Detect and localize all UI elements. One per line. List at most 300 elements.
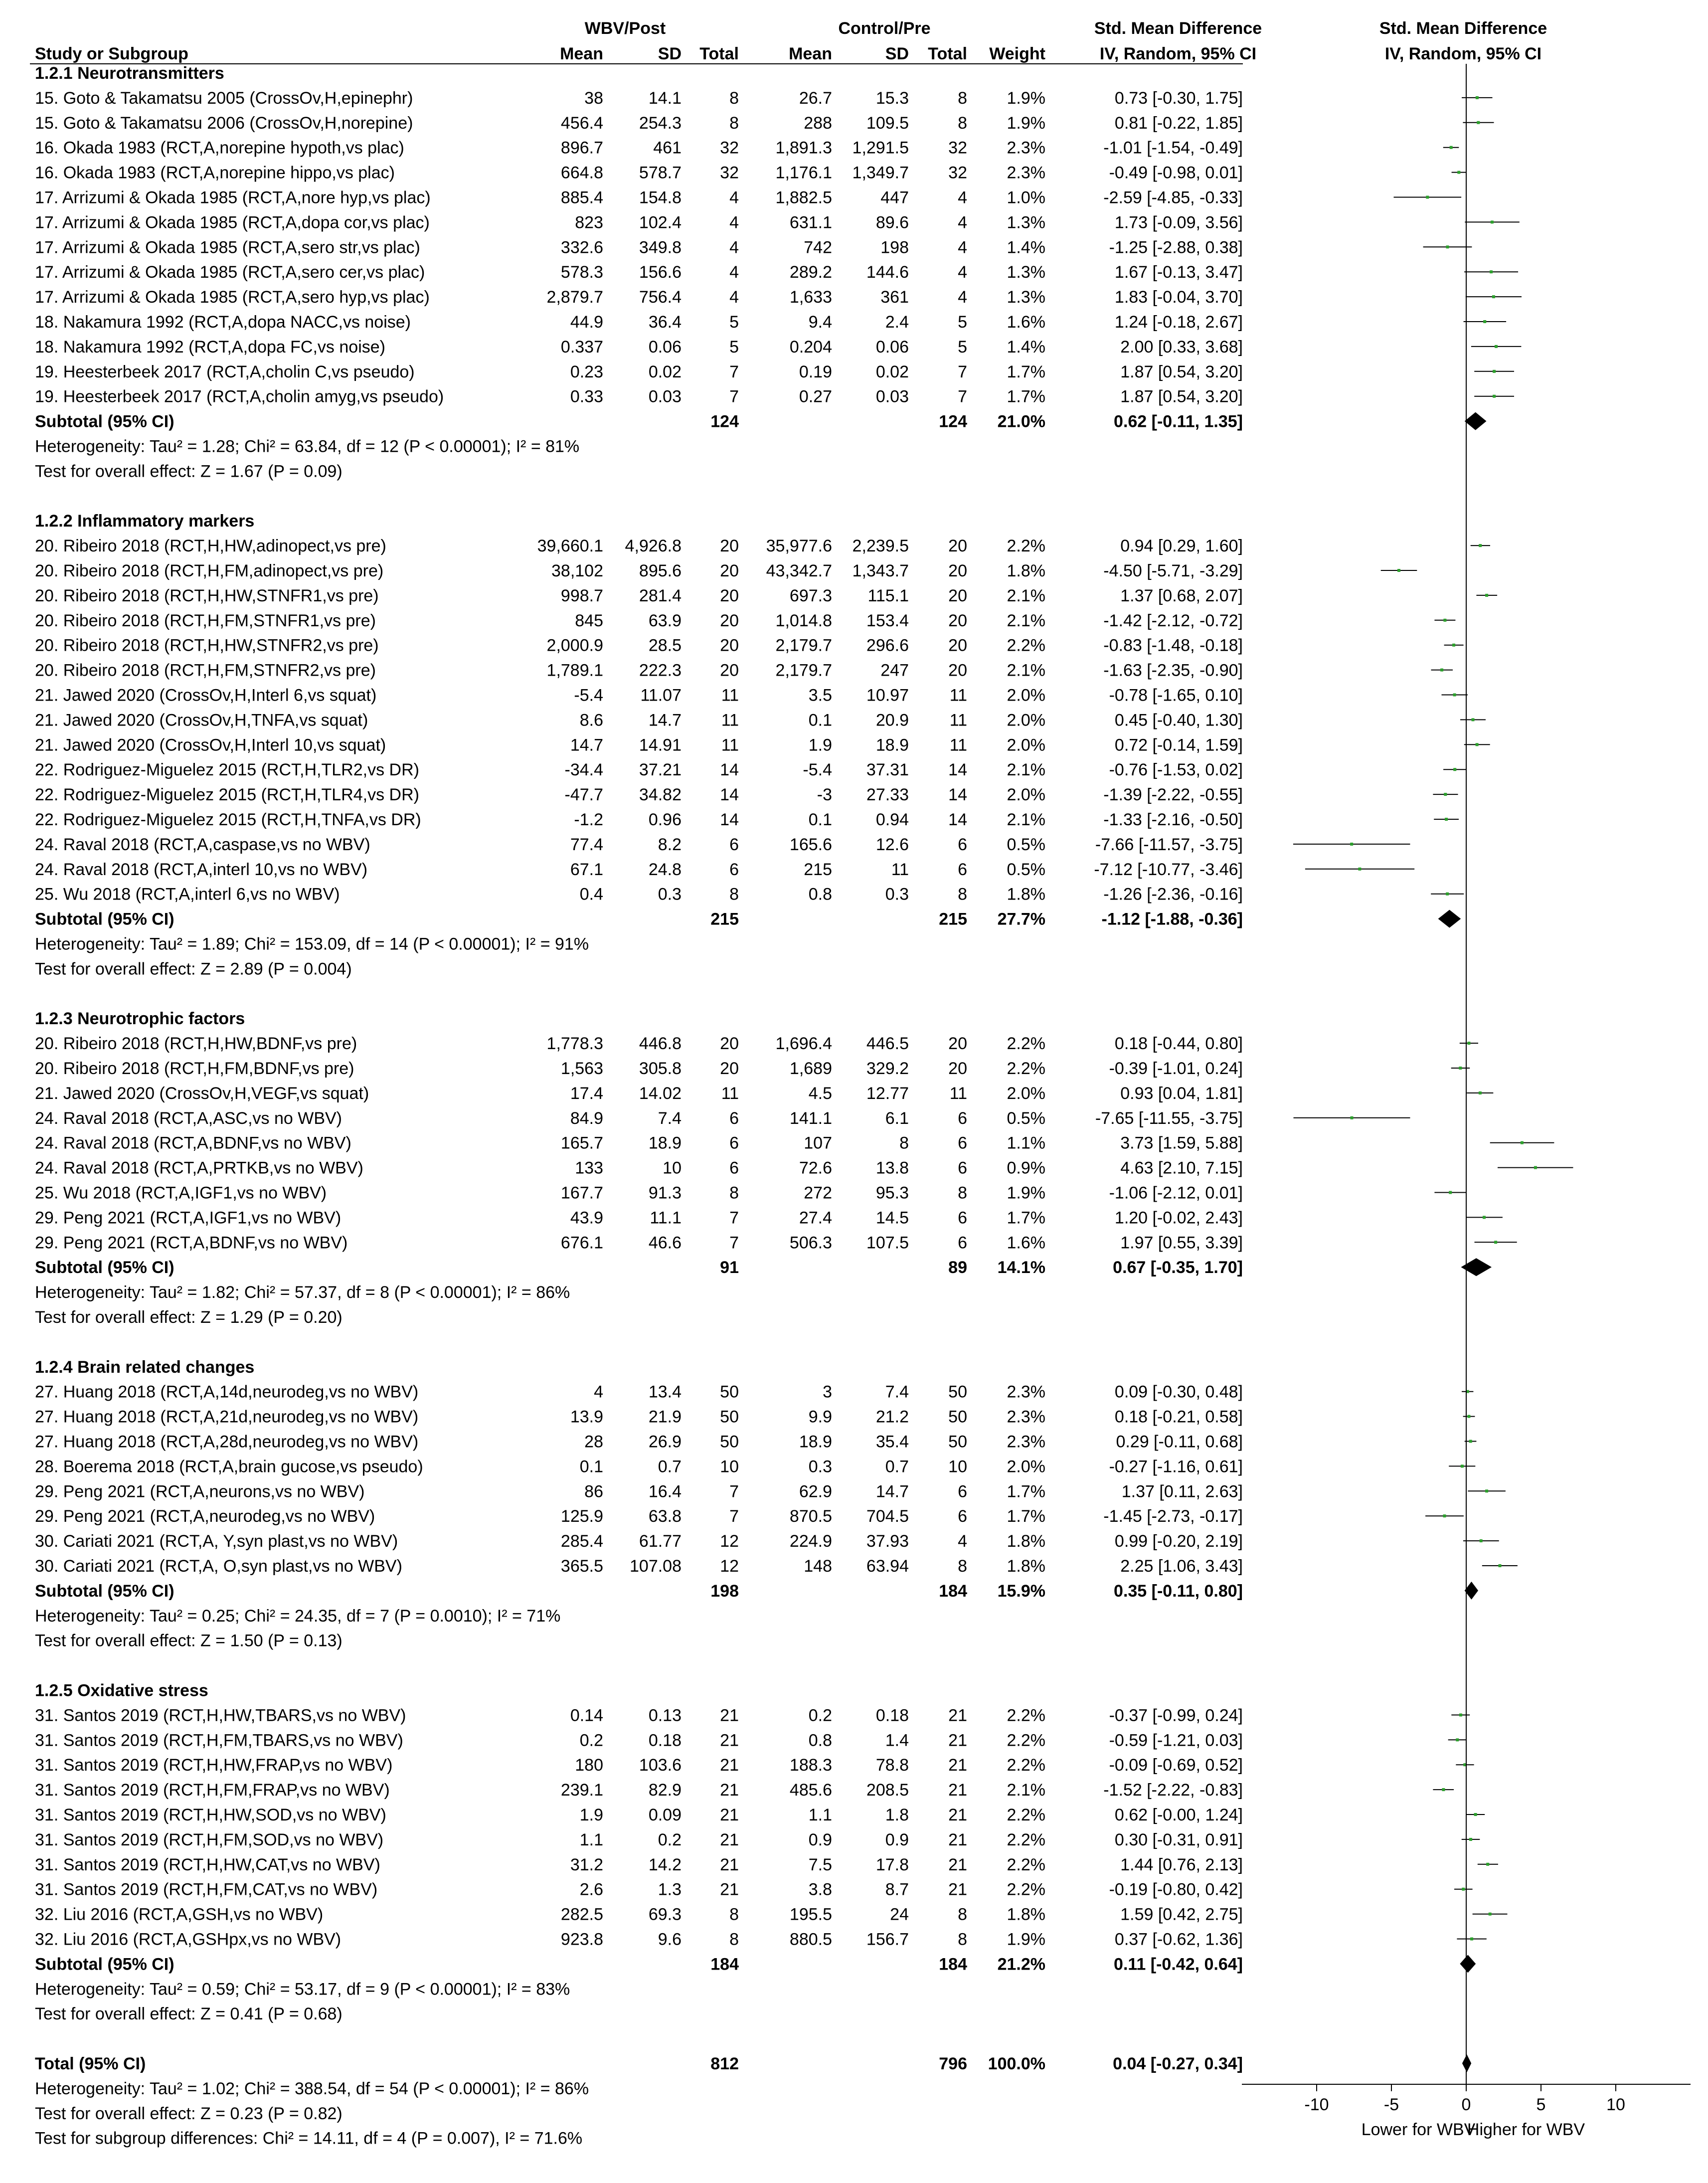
study-ci-text: -1.01 [-1.54, -0.49] [1103,138,1243,158]
study-mean-wbv: 282.5 [560,1905,603,1924]
study-ci-text: 0.72 [-0.14, 1.59] [1114,735,1243,755]
study-name: 31. Santos 2019 (RCT,H,FM,FRAP,vs no WBV) [35,1781,390,1800]
study-total-wbv: 21 [720,1756,739,1775]
study-ci-text: 1.20 [-0.02, 2.43] [1114,1208,1243,1228]
study-mean-wbv: 896.7 [560,138,603,158]
study-ci-text: -1.42 [-2.12, -0.72] [1103,611,1243,630]
study-sd-control: 144.6 [866,263,909,282]
study-weight: 1.7% [1007,362,1045,381]
study-name: 22. Rodriguez-Miguelez 2015 (RCT,H,TLR4,vs DR) [35,785,419,805]
study-point-marker [1494,1241,1497,1244]
study-sd-wbv: 9.6 [658,1930,682,1949]
subtotal-weight: 21.0% [997,412,1045,431]
study-total-control: 11 [949,735,967,755]
subtotal-diamond [1438,910,1461,928]
study-sd-control: 95.3 [875,1183,909,1203]
study-name: 20. Ribeiro 2018 (RCT,H,HW,STNFR1,vs pre) [35,586,379,605]
subtotal-total-control: 184 [939,1581,967,1601]
study-weight: 1.6% [1007,1233,1045,1253]
study-mean-wbv: 0.23 [570,362,603,381]
study-weight: 1.7% [1007,1507,1045,1526]
study-name: 27. Huang 2018 (RCT,A,14d,neurodeg,vs no WBV) [35,1382,419,1402]
study-weight: 1.1% [1007,1133,1045,1153]
study-mean-wbv: 0.1 [579,1457,603,1476]
study-name: 20. Ribeiro 2018 (RCT,H,HW,adinopect,vs pre) [35,537,386,556]
study-weight: 2.2% [1007,1855,1045,1874]
study-mean-wbv: -1.2 [574,810,603,829]
study-total-control: 11 [949,1084,967,1103]
study-mean-wbv: 365.5 [560,1557,603,1576]
study-total-control: 14 [948,760,967,780]
study-total-wbv: 32 [720,163,739,182]
study-weight: 1.8% [1007,561,1045,580]
study-sd-wbv: 82.9 [648,1781,682,1800]
study-mean-wbv: 38,102 [551,561,603,580]
study-sd-wbv: 0.18 [648,1731,682,1750]
study-total-wbv: 6 [729,1133,739,1153]
study-total-control: 32 [948,138,967,158]
study-weight: 1.3% [1007,288,1045,307]
study-sd-control: 14.7 [875,1482,909,1501]
total-weight: 100.0% [988,2054,1045,2073]
footer-statistic: Heterogeneity: Tau² = 1.02; Chi² = 388.54, df = 54 (P < 0.00001); I² = 86% [35,2079,589,2098]
study-total-wbv: 5 [729,313,739,332]
study-mean-wbv: 998.7 [560,586,603,605]
study-point-marker [1461,1464,1464,1467]
total-ci-text: 0.04 [-0.27, 0.34] [1113,2054,1243,2073]
study-sd-wbv: 1.3 [658,1880,682,1899]
study-name: 27. Huang 2018 (RCT,A,28d,neurodeg,vs no WBV) [35,1432,419,1452]
study-name: 17. Arrizumi & Okada 1985 (RCT,A,dopa cor,vs plac) [35,213,430,232]
study-sd-control: 153.4 [866,611,909,630]
study-ci-text: -7.65 [-11.55, -3.75] [1095,1108,1243,1128]
study-mean-control: 1,014.8 [775,611,832,630]
subtotal-label: Subtotal (95% CI) [35,1955,174,1974]
header-smd-plot: Std. Mean Difference [1379,19,1547,38]
study-total-wbv: 21 [720,1855,739,1874]
x-axis-tick-label: 10 [1606,2095,1625,2114]
study-sd-control: 20.9 [875,711,909,730]
study-total-wbv: 14 [720,810,739,829]
study-total-control: 6 [958,1233,967,1253]
study-sd-wbv: 14.2 [648,1855,682,1874]
subtotal-weight: 15.9% [997,1581,1045,1601]
study-sd-control: 2.4 [885,313,909,332]
subtotal-total-control: 215 [939,910,967,929]
study-total-wbv: 4 [729,263,739,282]
study-name: 16. Okada 1983 (RCT,A,norepine hippo,vs plac) [35,163,395,182]
study-mean-wbv: -47.7 [564,785,603,805]
study-ci-text: -0.59 [-1.21, 0.03] [1109,1731,1243,1750]
study-ci-text: 2.25 [1.06, 3.43] [1120,1557,1243,1576]
study-mean-wbv: 133 [575,1158,603,1178]
study-total-wbv: 20 [720,1059,739,1078]
study-ci-text: -1.06 [-2.12, 0.01] [1109,1183,1243,1203]
study-mean-wbv: 86 [584,1482,603,1501]
study-weight: 1.7% [1007,1482,1045,1501]
study-mean-control: 9.9 [808,1407,832,1427]
study-sd-wbv: 0.09 [648,1806,682,1824]
study-sd-control: 13.8 [875,1158,909,1178]
study-name: 24. Raval 2018 (RCT,A,PRTKB,vs no WBV) [35,1158,363,1178]
study-ci-text: -1.39 [-2.22, -0.55] [1103,785,1243,805]
total-total-wbv: 812 [710,2054,739,2073]
study-sd-control: 11 [891,860,909,879]
study-sd-wbv: 222.3 [639,661,682,680]
study-sd-control: 1,291.5 [852,138,909,158]
study-mean-wbv: 885.4 [560,188,603,207]
study-mean-wbv: 239.1 [560,1781,603,1800]
study-total-control: 20 [948,561,967,580]
study-point-marker [1492,295,1495,298]
subtotal-ci-text: 0.35 [-0.11, 0.80] [1114,1581,1243,1601]
study-weight: 2.3% [1007,163,1045,182]
study-total-control: 20 [948,661,967,680]
study-sd-wbv: 0.2 [658,1830,682,1849]
study-total-wbv: 20 [720,586,739,605]
study-mean-control: 0.8 [808,885,832,904]
study-sd-control: 18.9 [875,735,909,755]
study-point-marker [1453,694,1456,697]
study-name: 30. Cariati 2021 (RCT,A, O,syn plast,vs no WBV) [35,1557,402,1576]
study-total-wbv: 7 [729,362,739,381]
study-mean-control: 224.9 [789,1532,832,1551]
study-sd-control: 1.4 [885,1731,909,1750]
study-ci-text: 1.67 [-0.13, 3.47] [1114,263,1243,282]
study-sd-wbv: 14.1 [648,88,682,108]
study-mean-control: 62.9 [799,1482,832,1501]
study-sd-control: 78.8 [875,1756,909,1775]
study-mean-control: 0.27 [799,387,832,406]
subtotal-label: Subtotal (95% CI) [35,1258,174,1277]
header-mean-control: Mean [789,44,832,63]
study-total-wbv: 14 [720,760,739,780]
study-total-control: 4 [958,188,967,207]
study-mean-control: 141.1 [789,1108,832,1128]
study-ci-text: -7.12 [-10.77, -3.46] [1094,860,1243,879]
study-sd-control: 0.94 [875,810,909,829]
study-name: 20. Ribeiro 2018 (RCT,H,FM,STNFR1,vs pre) [35,611,376,630]
study-ci-text: -4.50 [-5.71, -3.29] [1103,561,1243,580]
study-name: 31. Santos 2019 (RCT,H,HW,SOD,vs no WBV) [35,1806,386,1824]
study-ci-text: -1.33 [-2.16, -0.50] [1103,810,1243,829]
header-wbv-post: WBV/Post [584,19,666,38]
study-weight: 2.0% [1007,686,1045,705]
study-mean-control: 18.9 [799,1432,832,1452]
study-mean-control: 72.6 [799,1158,832,1178]
study-weight: 1.9% [1007,113,1045,133]
study-total-wbv: 7 [729,1482,739,1501]
study-total-control: 8 [958,113,967,133]
study-sd-wbv: 8.2 [658,835,682,854]
study-sd-wbv: 349.8 [639,238,682,257]
study-total-wbv: 4 [729,213,739,232]
forest-axis [1242,64,1691,2139]
study-mean-control: 7.5 [808,1855,832,1874]
study-sd-wbv: 63.8 [648,1507,682,1526]
study-sd-wbv: 11.07 [640,686,682,705]
study-total-wbv: 7 [729,1507,739,1526]
study-weight: 1.0% [1007,188,1045,207]
study-total-control: 21 [948,1806,967,1824]
subtotal-total-wbv: 184 [710,1955,739,1974]
study-sd-wbv: 63.9 [648,611,682,630]
study-total-control: 5 [958,313,967,332]
study-mean-wbv: 2,879.7 [546,288,603,307]
study-point-marker [1470,1938,1473,1941]
study-ci-text: -0.19 [-0.80, 0.42] [1109,1880,1243,1899]
study-mean-control: 3.8 [808,1880,832,1899]
study-point-marker [1483,320,1486,323]
study-weight: 1.6% [1007,313,1045,332]
study-name: 30. Cariati 2021 (RCT,A, Y,syn plast,vs no WBV) [35,1532,398,1551]
study-sd-wbv: 28.5 [648,636,682,655]
study-ci-text: -2.59 [-4.85, -0.33] [1103,188,1243,207]
subtotal-diamond [1461,1258,1492,1276]
study-mean-control: 2,179.7 [775,661,832,680]
study-sd-control: 296.6 [866,636,909,655]
header-sd-wbv: SD [658,44,682,63]
study-ci-text: -1.45 [-2.73, -0.17] [1103,1507,1243,1526]
study-weight: 2.0% [1007,1084,1045,1103]
study-mean-control: 288 [804,113,832,133]
study-name: 25. Wu 2018 (RCT,A,interl 6,vs no WBV) [35,885,340,904]
study-mean-wbv: 67.1 [570,860,603,879]
study-sd-control: 8.7 [885,1880,909,1899]
study-sd-control: 15.3 [875,88,909,108]
study-weight: 1.3% [1007,263,1045,282]
study-total-wbv: 6 [729,1108,739,1128]
study-mean-control: 0.9 [808,1830,832,1849]
study-mean-control: 3.5 [808,686,832,705]
study-total-wbv: 21 [720,1830,739,1849]
study-total-wbv: 6 [729,860,739,879]
study-total-control: 6 [958,1158,967,1178]
study-sd-control: 63.94 [866,1557,909,1576]
study-mean-wbv: 17.4 [570,1084,603,1103]
study-ci-text: 0.29 [-0.11, 0.68] [1116,1432,1243,1452]
x-axis-tick-label: -5 [1383,2095,1399,2114]
study-mean-wbv: 84.9 [570,1108,603,1128]
study-weight: 1.8% [1007,1557,1045,1576]
study-ci-text: 1.59 [0.42, 2.75] [1120,1905,1243,1924]
study-name: 31. Santos 2019 (RCT,H,FM,SOD,vs no WBV) [35,1830,384,1849]
study-ci-text: -0.27 [-1.16, 0.61] [1109,1457,1243,1476]
study-ci-text: -1.63 [-2.35, -0.90] [1103,661,1243,680]
study-mean-control: 0.19 [799,362,832,381]
study-point-marker [1467,1415,1470,1418]
subtotal-label: Subtotal (95% CI) [35,910,174,929]
study-mean-control: 1.1 [808,1806,832,1824]
study-mean-wbv: 823 [575,213,603,232]
study-sd-wbv: 36.4 [648,313,682,332]
study-total-control: 11 [949,686,967,705]
study-total-wbv: 50 [720,1432,739,1452]
study-mean-wbv: 456.4 [560,113,603,133]
study-sd-wbv: 34.82 [639,785,682,805]
study-weight: 0.5% [1007,1108,1045,1128]
study-sd-control: 14.5 [875,1208,909,1228]
study-total-control: 8 [958,1557,967,1576]
study-mean-wbv: 125.9 [560,1507,603,1526]
subtotal-ci-text: 0.67 [-0.35, 1.70] [1113,1258,1243,1277]
study-weight: 2.0% [1007,785,1045,805]
study-total-wbv: 21 [720,1706,739,1725]
study-ci-text: 0.73 [-0.30, 1.75] [1114,88,1243,108]
study-sd-control: 247 [880,661,909,680]
study-weight: 2.3% [1007,1382,1045,1402]
study-ci-text: 0.18 [-0.44, 0.80] [1114,1034,1243,1054]
study-sd-wbv: 10 [663,1158,682,1178]
subgroup-overall-effect: Test for overall effect: Z = 2.89 (P = 0.004) [35,959,352,979]
study-point-marker [1499,1564,1502,1567]
study-ci-text: 0.93 [0.04, 1.81] [1120,1084,1243,1103]
study-sd-control: 0.06 [875,337,909,357]
study-ci-text: -1.26 [-2.36, -0.16] [1103,885,1243,904]
study-point-marker [1474,1813,1477,1816]
study-total-wbv: 8 [729,1905,739,1924]
study-mean-control: 1,176.1 [775,163,832,182]
study-sd-control: 1.8 [885,1806,909,1824]
study-point-marker [1449,1191,1452,1194]
study-mean-wbv: 1,563 [560,1059,603,1078]
study-sd-control: 6.1 [885,1108,909,1128]
study-name: 15. Goto & Takamatsu 2006 (CrossOv,H,norepine) [35,113,413,133]
study-point-marker [1493,370,1496,373]
study-point-marker [1426,196,1429,199]
study-name: 20. Ribeiro 2018 (RCT,H,FM,BDNF,vs pre) [35,1059,354,1078]
study-mean-wbv: 0.2 [579,1731,603,1750]
study-sd-wbv: 0.96 [648,810,682,829]
study-weight: 2.2% [1007,1806,1045,1824]
subtotal-label: Subtotal (95% CI) [35,1581,174,1601]
study-name: 15. Goto & Takamatsu 2005 (CrossOv,H,epinephr) [35,88,413,108]
study-sd-wbv: 103.6 [639,1756,682,1775]
total-label: Total (95% CI) [35,2054,146,2073]
study-total-control: 4 [958,213,967,232]
study-weight: 1.9% [1007,88,1045,108]
study-point-marker [1490,270,1493,273]
study-total-control: 7 [958,387,967,406]
study-sd-wbv: 156.6 [639,263,682,282]
study-name: 17. Arrizumi & Okada 1985 (RCT,A,sero str,vs plac) [35,238,420,257]
study-ci-text: 2.00 [0.33, 3.68] [1120,337,1243,357]
study-total-control: 20 [948,537,967,556]
study-mean-wbv: 28 [584,1432,603,1452]
study-total-control: 8 [958,1930,967,1949]
study-sd-control: 2,239.5 [852,537,909,556]
study-total-wbv: 12 [720,1557,739,1576]
study-ci-text: 1.37 [0.68, 2.07] [1120,586,1243,605]
study-sd-wbv: 21.9 [648,1407,682,1427]
study-name: 27. Huang 2018 (RCT,A,21d,neurodeg,vs no WBV) [35,1407,419,1427]
study-point-marker [1444,793,1447,796]
study-total-control: 6 [958,1482,967,1501]
study-name: 20. Ribeiro 2018 (RCT,H,HW,BDNF,vs pre) [35,1034,357,1054]
study-total-wbv: 20 [720,661,739,680]
study-total-wbv: 20 [720,636,739,655]
study-total-wbv: 12 [720,1532,739,1551]
study-name: 29. Peng 2021 (RCT,A,neurodeg,vs no WBV) [35,1507,375,1526]
study-mean-control: 631.1 [789,213,832,232]
study-sd-wbv: 0.3 [658,885,682,904]
study-total-wbv: 21 [720,1806,739,1824]
study-total-wbv: 21 [720,1781,739,1800]
study-weight: 2.1% [1007,661,1045,680]
study-ci-text: 0.09 [-0.30, 0.48] [1114,1382,1243,1402]
study-sd-control: 115.1 [867,586,909,605]
study-name: 29. Peng 2021 (RCT,A,neurons,vs no WBV) [35,1482,365,1501]
study-point-marker [1476,743,1479,746]
study-point-marker [1485,594,1488,597]
study-sd-wbv: 446.8 [639,1034,682,1054]
study-name: 24. Raval 2018 (RCT,A,caspase,vs no WBV) [35,835,370,854]
study-weight: 1.8% [1007,885,1045,904]
study-total-wbv: 10 [720,1457,739,1476]
study-total-wbv: 8 [729,88,739,108]
study-name: 31. Santos 2019 (RCT,H,HW,TBARS,vs no WBV) [35,1706,406,1725]
header-total-control: Total [928,44,967,63]
study-sd-wbv: 102.4 [639,213,682,232]
study-name: 22. Rodriguez-Miguelez 2015 (RCT,H,TLR2,vs DR) [35,760,419,780]
subtotal-ci-text: 0.11 [-0.42, 0.64] [1114,1955,1243,1974]
study-name: 21. Jawed 2020 (CrossOv,H,VEGF,vs squat) [35,1084,369,1103]
study-total-wbv: 7 [729,1233,739,1253]
study-name: 31. Santos 2019 (RCT,H,FM,CAT,vs no WBV) [35,1880,378,1899]
study-name: 17. Arrizumi & Okada 1985 (RCT,A,sero cer,vs plac) [35,263,425,282]
study-mean-wbv: 0.337 [560,337,603,357]
study-total-control: 21 [948,1731,967,1750]
study-point-marker [1495,345,1498,348]
study-name: 31. Santos 2019 (RCT,H,HW,CAT,vs no WBV) [35,1855,380,1874]
study-sd-control: 0.3 [885,885,909,904]
study-total-wbv: 21 [720,1731,739,1750]
study-total-control: 21 [948,1855,967,1874]
study-mean-wbv: 38 [584,88,603,108]
study-point-marker [1491,220,1494,223]
study-point-marker [1350,843,1353,846]
study-total-control: 6 [958,835,967,854]
study-mean-control: 1,882.5 [775,188,832,207]
study-sd-control: 0.18 [875,1706,909,1725]
study-ci-text: -0.09 [-0.69, 0.52] [1109,1756,1243,1775]
study-weight: 2.0% [1007,735,1045,755]
study-point-marker [1485,1489,1488,1492]
study-sd-control: 0.02 [875,362,909,381]
study-mean-control: -5.4 [803,760,832,780]
study-mean-control: 195.5 [789,1905,832,1924]
study-weight: 1.3% [1007,213,1045,232]
study-mean-control: 0.2 [808,1706,832,1725]
study-point-marker [1440,669,1443,672]
study-sd-control: 89.6 [875,213,909,232]
study-mean-wbv: 0.14 [570,1706,603,1725]
study-name: 29. Peng 2021 (RCT,A,BDNF,vs no WBV) [35,1233,348,1253]
study-name: 20. Ribeiro 2018 (RCT,H,FM,adinopect,vs pre) [35,561,384,580]
subtotal-label: Subtotal (95% CI) [35,412,174,431]
study-name: 19. Heesterbeek 2017 (RCT,A,cholin C,vs pseudo) [35,362,415,381]
study-ci-text: 1.24 [-0.18, 2.67] [1114,313,1243,332]
study-name: 24. Raval 2018 (RCT,A,ASC,vs no WBV) [35,1108,342,1128]
study-mean-control: 188.3 [789,1756,832,1775]
study-sd-wbv: 461 [653,138,682,158]
study-ci-text: 1.73 [-0.09, 3.56] [1114,213,1243,232]
study-total-control: 6 [958,1133,967,1153]
study-ci-text: 4.63 [2.10, 7.15] [1120,1158,1243,1178]
study-mean-control: 289.2 [789,263,832,282]
study-name: 20. Ribeiro 2018 (RCT,H,HW,STNFR2,vs pre) [35,636,379,655]
study-total-control: 20 [948,1059,967,1078]
